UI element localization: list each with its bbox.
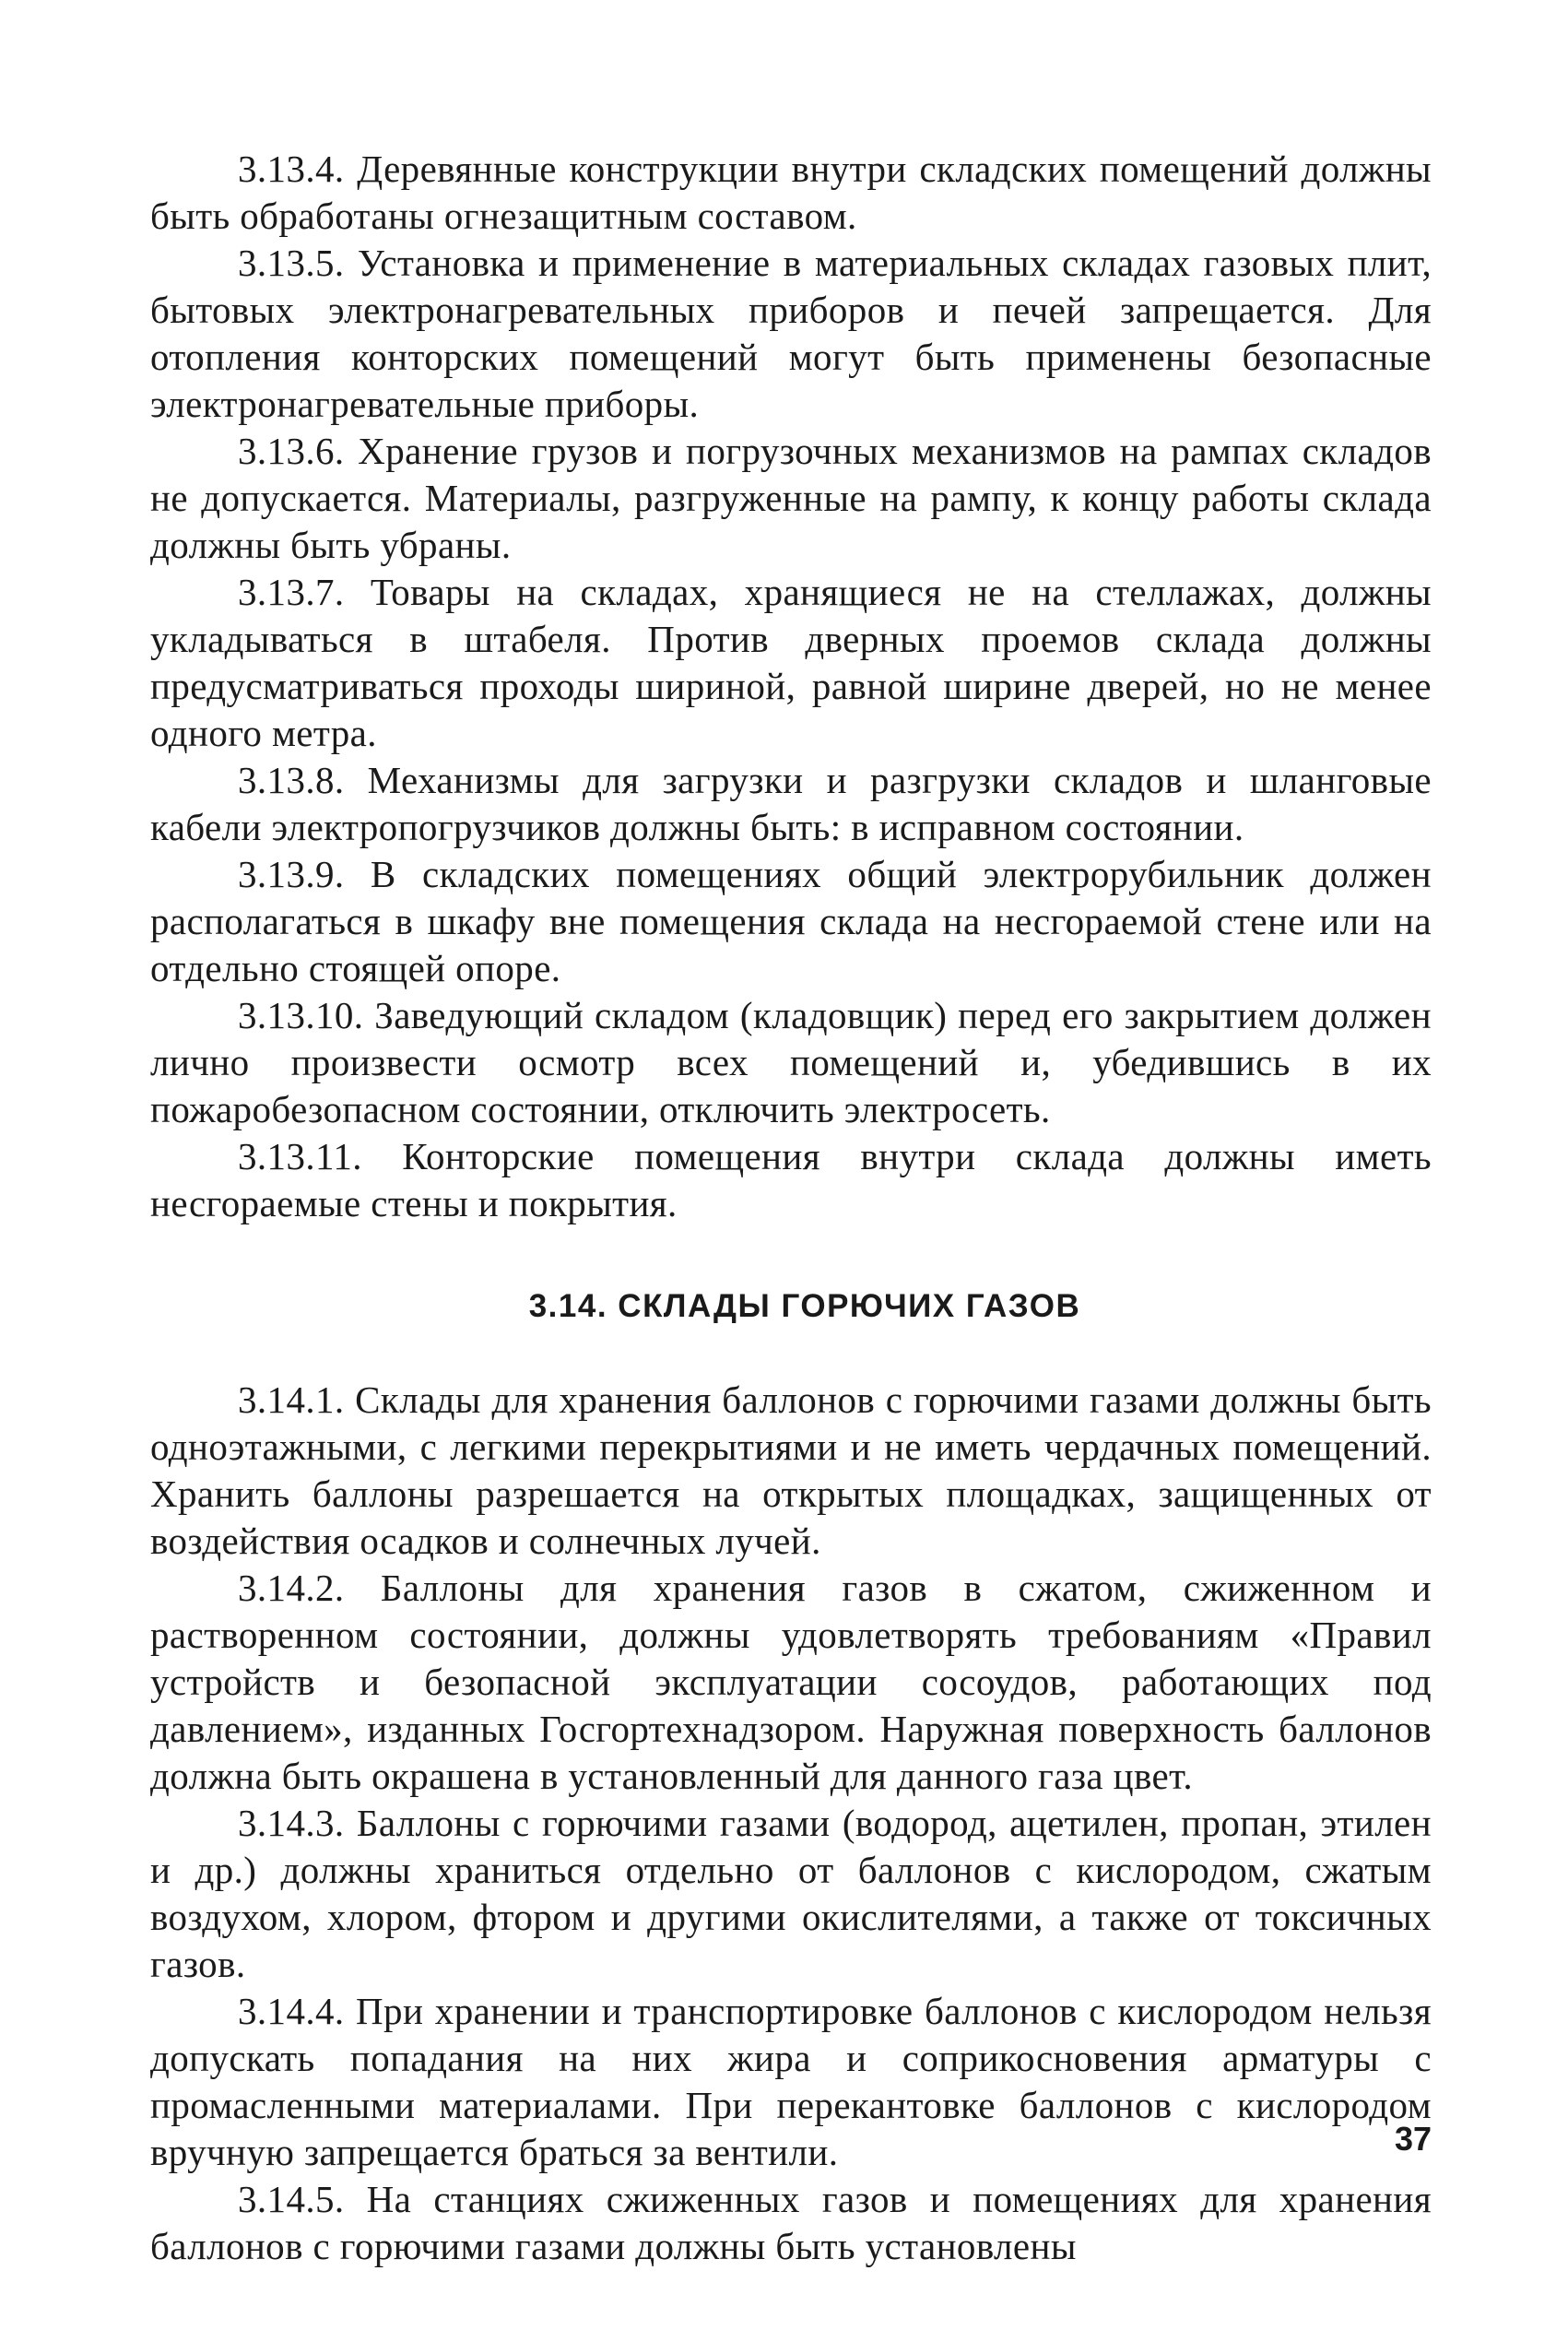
paragraph-3-13-6: 3.13.6. Хранение грузов и погрузочных механизмов на рампах складов не допускается. Материалы, разгруженные на рампу, к концу работы склада должны быть убраны.: [150, 430, 1432, 566]
paragraph-3-13-7: 3.13.7. Товары на складах, хранящиеся не на стеллажах, должны укладываться в штабеля. Против дверных проемов склада должны предусматриваться проходы шириной, равной ширине дверей, но не менее одного метра.: [150, 571, 1432, 754]
paragraph-3-14-3: 3.14.3. Баллоны с горючими газами (водород, ацетилен, пропан, этилен и др.) должны храниться отдельно от баллонов с кислородом, сжатым воздухом, хлором, фтором и другими окислителями, а также от токсичных газов.: [150, 1802, 1432, 1985]
paragraph-3-14-2: 3.14.2. Баллоны для хранения газов в сжатом, сжиженном и растворенном состоянии, должны удовлетворять требованиям «Правил устройств и безопасной эксплуатации сосоудов, работающих под давлением», изданных Госгортехнадзором. Наружная поверхность баллонов должна быть окрашена в установленный для данного газа цвет.: [150, 1567, 1432, 1797]
paragraph-3-13-8: 3.13.8. Механизмы для загрузки и разгрузки складов и шланговые кабели электропогрузчиков должны быть: в исправном состоянии.: [150, 759, 1432, 848]
paragraph-3-13-11: 3.13.11. Конторские помещения внутри склада должны иметь несгораемые стены и покрытия.: [150, 1135, 1432, 1224]
page-number: 37: [1394, 2120, 1432, 2158]
paragraph-3-13-4: 3.13.4. Деревянные конструкции внутри складских помещений должны быть обработаны огнезащитным составом.: [150, 148, 1432, 237]
paragraph-3-13-10: 3.13.10. Заведующий складом (кладовщик) перед его закрытием должен лично произвести осмотр всех помещений и, убедившись в их пожаробезопасном состоянии, отключить электросеть.: [150, 994, 1432, 1130]
section-heading: 3.14. СКЛАДЫ ГОРЮЧИХ ГАЗОВ: [528, 1288, 1081, 1324]
paragraph-3-14-5: 3.14.5. На станциях сжиженных газов и помещениях для хранения баллонов с горючими газами должны быть установлены: [150, 2178, 1432, 2267]
paragraph-3-13-5: 3.13.5. Установка и применение в материальных складах газовых плит, бытовых электронагревательных приборов и печей запрещается. Для отопления конторских помещений могут быть применены безопасные электронагревательные приборы.: [150, 242, 1432, 425]
paragraph-3-13-9: 3.13.9. В складских помещениях общий электрорубильник должен располагаться в шкафу вне помещения склада на несгораемой стене или на отдельно стоящей опоре.: [150, 853, 1432, 989]
document-page: [150, 146, 1432, 2270]
paragraph-3-14-1: 3.14.1. Склады для хранения баллонов с горючими газами должны быть одноэтажными, с легкими перекрытиями и не иметь чердачных помещений. Хранить баллоны разрешается на открытых площадках, защищенных от воздействия осадков и солнечных лучей.: [150, 1378, 1432, 1562]
paragraph-3-14-4: 3.14.4. При хранении и транспортировке баллонов с кислородом нельзя допускать попадания на них жира и соприкосновения арматуры с промасленными материалами. При перекантовке баллонов с кислородом вручную запрещается браться за вентили.: [150, 1990, 1432, 2173]
